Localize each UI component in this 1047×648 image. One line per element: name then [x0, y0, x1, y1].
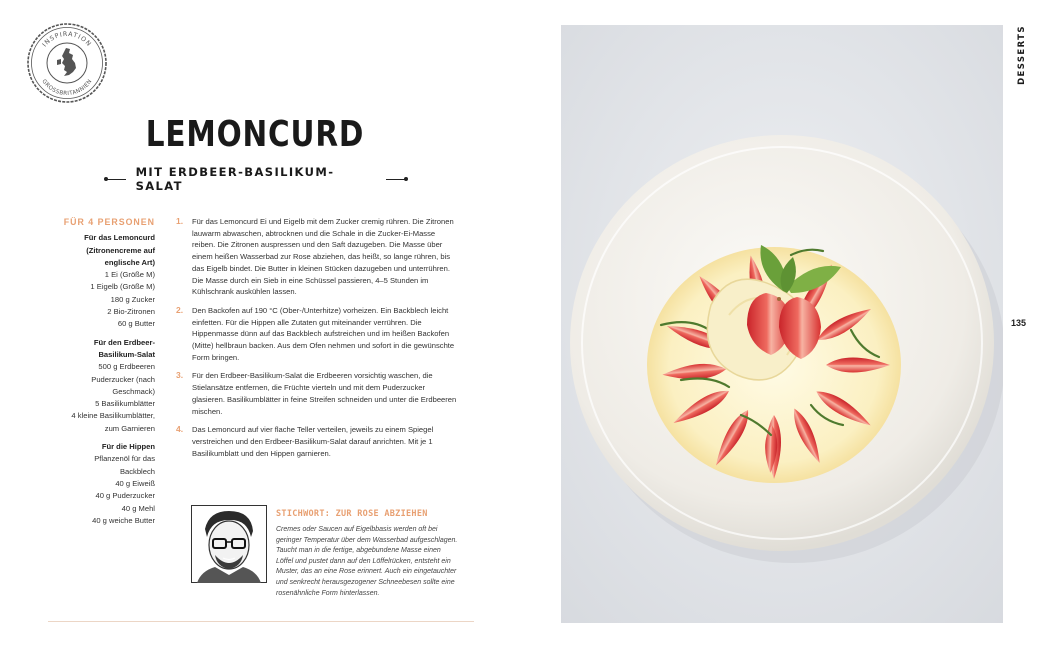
- step-number: 1.: [176, 216, 184, 226]
- step-text: Für den Erdbeer-Basilikum-Salat die Erdbeeren vorsichtig waschen, die Stielansätze entfernen, die Früchte vierteln und mit dem Puderzucker glasieren. Basilikumblätter in feine Streifen schneiden und unter die Erdbeeren mischen.: [192, 371, 457, 416]
- step-item: [176, 305, 458, 364]
- britain-map-icon: [57, 48, 76, 76]
- step-number: 3.: [176, 370, 184, 381]
- recipe-title: LEMONCURD: [145, 114, 365, 155]
- ingredient-item: 40 g Eiweiß: [115, 478, 155, 488]
- ingredient-item: 4 kleine Basilikumblätter, zum Garnieren: [71, 411, 155, 433]
- ingredient-item: 40 g Puderzucker: [95, 491, 155, 501]
- step-item: [176, 370, 458, 417]
- tip-text: Cremes oder Saucen auf Eigelbbasis werden oft bei geringer Temperatur über dem Wasserbad aufgeschlagen. Taucht man in die fertige, abgebundene Masse einen Löffel und pustet dann auf den Löffelrücken, entsteht ein Muster, das an eine Rose erinnert. Auch ein eingetauchter und senkrecht herausgezogener Schneebesen sollte eine rosenähnliche Form hinterlassen.: [276, 526, 458, 597]
- step-item: [176, 216, 458, 298]
- ingredient-item: 500 g Erdbeeren: [98, 362, 155, 372]
- ingredient-item: 180 g Zucker: [110, 294, 155, 304]
- section-label: [1016, 20, 1028, 90]
- section-label-text: DESSERTS: [1017, 25, 1027, 85]
- step-number: 4.: [176, 424, 184, 435]
- ingredient-item: 5 Basilikumblätter: [95, 399, 155, 409]
- subtitle-divider-right: [386, 179, 406, 180]
- servings-heading: FÜR 4 PERSONEN: [63, 217, 155, 227]
- ingredient-item: 1 Eigelb (Größe M): [90, 282, 155, 292]
- stamp-top-text: INSPIRATION: [41, 30, 93, 49]
- step-text: Den Backofen auf 190 °C (Ober-/Unterhitze) vorheizen. Ein Backblech leicht einfetten. Für die Hippen alle Zutaten gut miteinander verrühren. Die Hippenmasse dünn auf das Backblech aufstreichen und im heißen Backofen (Mitte) hellbraun backen. Aus dem Ofen nehmen und sofort in die gewünschte Form bringen.: [192, 305, 455, 362]
- ingredient-item: Puderzucker (nach Geschmack): [91, 374, 155, 396]
- ingredient-item: 1 Ei (Größe M): [104, 270, 155, 280]
- step-text: Für das Lemoncurd Ei und Eigelb mit dem Zucker cremig rühren. Die Zitronen lauwarm abwaschen, abtrocknen und die Schale in die Zucker-Ei-Masse reiben. Die Zitronen auspressen und den Saft dazugeben. Die Masse über einem heißen Wasserbad zur Rose abziehen, das heißt, so lange rühren, bis das Eigelb bindet. Die Butter in kleinen Stücken dazugeben und unterrühren. Die Masse durch ein Sieb in eine Schüssel passieren, 4–5 Stunden im Kühlschrank auskühlen lassen.: [192, 217, 454, 297]
- page-number: 135: [1011, 318, 1027, 328]
- svg-text:GROSSBRITANNIEN: [40, 79, 93, 97]
- ingredient-item: 2 Bio-Zitronen: [107, 307, 155, 317]
- chef-tip: [191, 505, 461, 605]
- recipe-subtitle: MIT ERDBEER-BASILIKUM-SALAT: [135, 165, 335, 193]
- page-bottom-rule: [48, 621, 474, 622]
- inspiration-stamp: [26, 22, 108, 104]
- ingredient-group-title: Für das Lemoncurd (Zitronencreme auf englische Art): [84, 233, 155, 267]
- ingredient-item: 40 g Mehl: [121, 503, 155, 513]
- subtitle-divider-left: [106, 179, 126, 180]
- chef-portrait: [191, 505, 267, 583]
- ingredient-group-title: Für den Erdbeer-Basilikum-Salat: [93, 337, 155, 359]
- step-text: Das Lemoncurd auf vier flache Teller verteilen, jeweils zu einem Spiegel verstreichen und den Erdbeer-Basilikum-Salat darauf anrichten. Mit je 1 Basilikumblatt und den Hippen garnieren.: [192, 425, 434, 458]
- stamp-bottom-text: GROSSBRITANNIEN: [40, 78, 94, 98]
- ingredient-group-title: Für die Hippen: [101, 442, 155, 452]
- dessert-photo: [561, 25, 1003, 623]
- step-item: [176, 424, 458, 459]
- subtitle-row: [106, 165, 406, 193]
- svg-text:INSPIRATION: [41, 31, 92, 48]
- preparation-steps: [176, 216, 458, 466]
- tip-title: STICHWORT: ZUR ROSE ABZIEHEN: [276, 509, 428, 519]
- ingredients-list: [60, 216, 155, 527]
- ingredient-item: 40 g weiche Butter: [92, 515, 155, 525]
- step-number: 2.: [176, 304, 184, 315]
- ingredient-item: 60 g Butter: [117, 319, 155, 329]
- ingredient-item: Pflanzenöl für das Backblech: [94, 454, 155, 476]
